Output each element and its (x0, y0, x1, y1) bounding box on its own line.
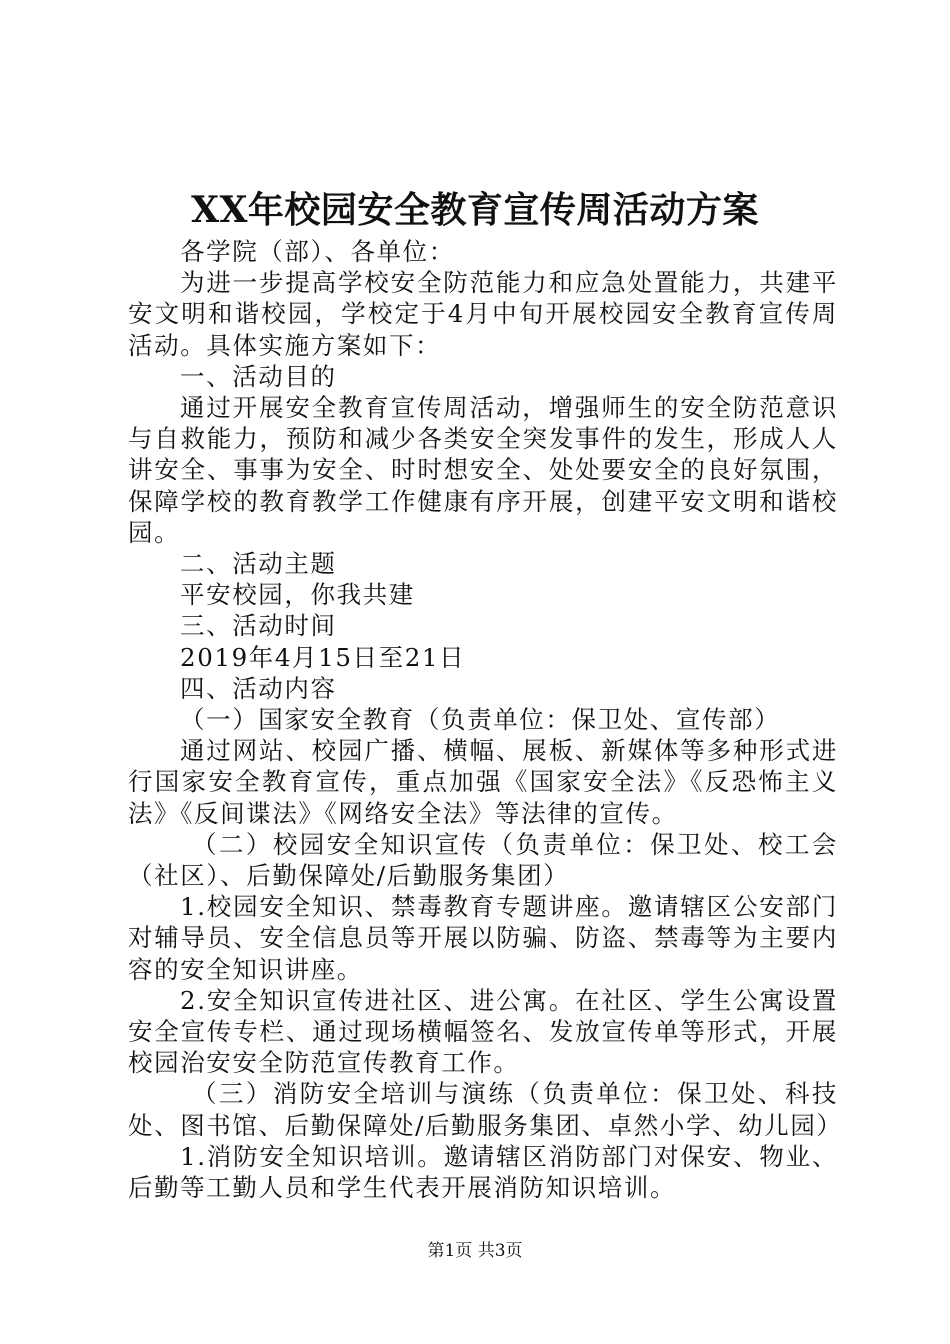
body-paragraph: 通过开展安全教育宣传周活动，增强师生的安全防范意识与自救能力，预防和减少各类安全突发事件的发生，形成人人讲安全、事事为安全、时时想安全、处处要安全的良好氛围，保障学校的教育教学工作健康有序开展，创建平安文明和谐校园。 (128, 393, 838, 547)
section-heading: 二、活动主题 (180, 549, 337, 579)
section-heading: 四、活动内容 (180, 673, 337, 703)
list-item: 1.消防安全知识培训。邀请辖区消防部门对保安、物业、后勤等工勤人员和学生代表开展消防知识培训。 (128, 1141, 838, 1203)
body-paragraph: 通过网站、校园广播、横幅、展板、新媒体等多种形式进行国家安全教育宣传，重点加强《国家安全法》《反恐怖主义法》《反间谍法》《网络安全法》等法律的宣传。 (128, 736, 838, 828)
section-heading: 一、活动目的 (180, 361, 337, 391)
body-paragraph: 2019年4月15日至21日 (180, 642, 466, 672)
subsection-heading: （一）国家安全教育（负责单位：保卫处、宣传部） (180, 705, 781, 735)
document-body (128, 236, 843, 1203)
section-heading: 三、活动时间 (180, 611, 337, 641)
document-title: XX年校园安全教育宣传周活动方案 (191, 189, 759, 231)
intro-paragraph: 为进一步提高学校安全防范能力和应急处置能力，共建平安文明和谐校园，学校定于4月中旬开展校园安全教育宣传周活动。具体实施方案如下： (128, 268, 838, 360)
body-paragraph: 平安校园，你我共建 (180, 580, 415, 610)
salutation: 各学院（部）、各单位： (180, 237, 455, 266)
page-number: 第1页 共3页 (427, 1241, 523, 1261)
subsection-heading: （二）校园安全知识宣传（负责单位：保卫处、校工会（社区）、后勤保障处/后勤服务集团） (128, 829, 838, 891)
subsection-heading: （三）消防安全培训与演练（负责单位：保卫处、科技处、图书馆、后勤保障处/后勤服务集团、卓然小学、幼儿园） (128, 1079, 843, 1140)
list-item: 1.校园安全知识、禁毒教育专题讲座。邀请辖区公安部门对辅导员、安全信息员等开展以防骗、防盗、禁毒等为主要内容的安全知识讲座。 (128, 892, 838, 984)
list-item: 2.安全知识宣传进社区、进公寓。在社区、学生公寓设置安全宣传专栏、通过现场横幅签名、发放宣传单等形式，开展校园治安安全防范宣传教育工作。 (128, 985, 838, 1078)
